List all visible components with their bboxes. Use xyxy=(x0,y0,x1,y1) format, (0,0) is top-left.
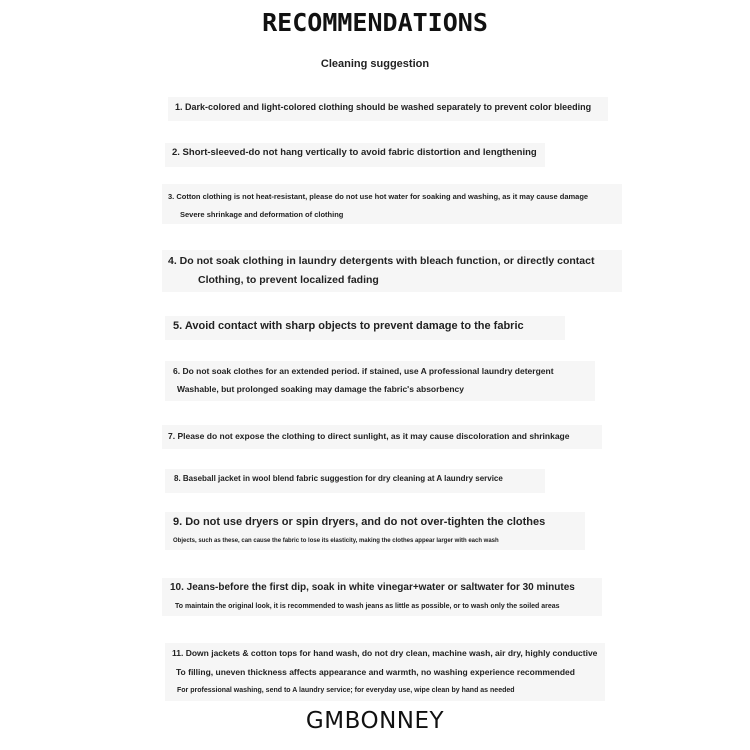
item-10-line-1: 10. Jeans-before the first dip, soak in white vinegar+water or saltwater for 30 minutes xyxy=(170,582,575,593)
item-4-line-2: Clothing, to prevent localized fading xyxy=(198,274,379,286)
section-subtitle: Cleaning suggestion xyxy=(320,58,430,70)
page-title: RECOMMENDATIONS xyxy=(262,8,488,37)
item-11-line-1: 11. Down jackets & cotton tops for hand wash, do not dry clean, machine wash, air dry, highly conductive xyxy=(172,648,598,658)
item-2-line-1: 2. Short-sleeved-do not hang vertically to avoid fabric distortion and lengthening xyxy=(172,147,537,158)
item-5-line-1: 5. Avoid contact with sharp objects to prevent damage to the fabric xyxy=(173,320,524,332)
item-9-line-1: 9. Do not use dryers or spin dryers, and do not over-tighten the clothes xyxy=(173,516,546,528)
item-7-line-1: 7. Please do not expose the clothing to direct sunlight, as it may cause discoloration and shrinkage xyxy=(168,431,570,441)
brand-logo-text: GMBONNEY xyxy=(305,708,445,734)
item-11-line-3: For professional washing, send to A laundry service; for everyday use, wipe clean by hand as needed xyxy=(177,687,515,694)
item-6-line-2: Washable, but prolonged soaking may damage the fabric's absorbency xyxy=(177,384,464,394)
item-4-line-1: 4. Do not soak clothing in laundry detergents with bleach function, or directly contact xyxy=(168,255,595,267)
item-6-line-1: 6. Do not soak clothes for an extended period. if stained, use A professional laundry detergent xyxy=(173,366,554,376)
item-9-line-2: Objects, such as these, can cause the fabric to lose its elasticity, making the clothes appear larger with each wash xyxy=(173,538,499,544)
item-3-line-2: Severe shrinkage and deformation of clothing xyxy=(180,210,344,219)
item-10-line-2: To maintain the original look, it is recommended to wash jeans as little as possible, or to wash only the soiled areas xyxy=(175,603,560,610)
item-8-line-1: 8. Baseball jacket in wool blend fabric suggestion for dry cleaning at A laundry service xyxy=(174,474,503,483)
item-3-line-1: 3. Cotton clothing is not heat-resistant, please do not use hot water for soaking and washing, as it may cause damage xyxy=(168,192,589,201)
item-1-line-1: 1. Dark-colored and light-colored clothing should be washed separately to prevent color bleeding xyxy=(175,102,592,112)
item-11-line-2: To filling, uneven thickness affects appearance and warmth, no washing experience recommended xyxy=(176,667,575,677)
